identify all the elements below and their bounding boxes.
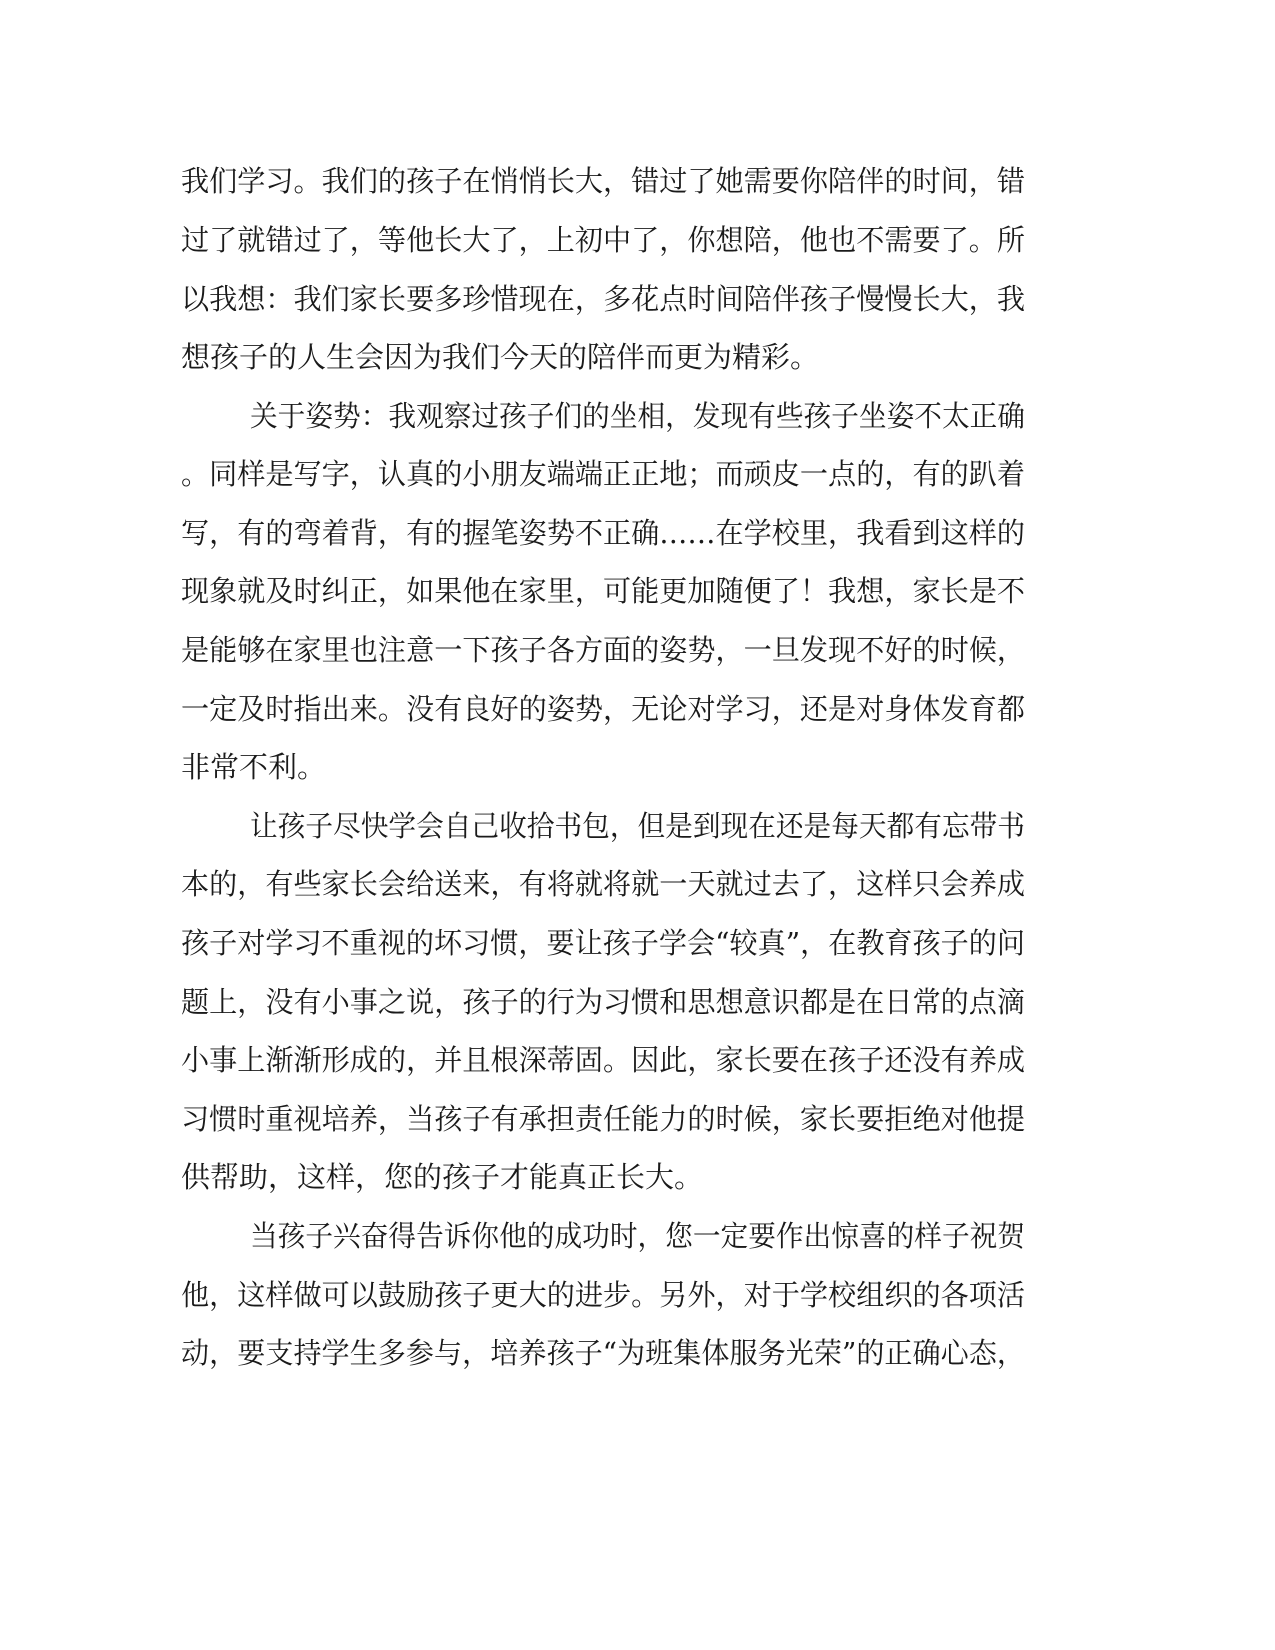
text-line-content: 过了就错过了，等他长大了，上初中了，你想陪，他也不需要了。所 bbox=[181, 223, 1025, 257]
text-line-content: 动，要支持学生多参与，培养孩子“为班集体服务光荣”的正确心态， bbox=[181, 1336, 1025, 1370]
text-line-content: 现象就及时纠正，如果他在家里，可能更加随便了！我想，家长是不 bbox=[181, 574, 1025, 608]
text-line-content: 想孩子的人生会因为我们今天的陪伴而更为精彩。 bbox=[181, 340, 820, 374]
text-line-content: 写，有的弯着背，有的握笔姿势不正确……在学校里，我看到这样的 bbox=[181, 516, 1025, 550]
text-line-content: 题上，没有小事之说，孩子的行为习惯和思想意识都是在日常的点滴 bbox=[181, 985, 1025, 1019]
text-line bbox=[0, 1265, 1275, 1325]
text-line-content: 。同样是写字，认真的小朋友端端正正地；而顽皮一点的，有的趴着 bbox=[181, 457, 1025, 491]
text-line bbox=[0, 210, 1275, 270]
paragraph-first-line bbox=[0, 1206, 1275, 1266]
paragraph-first-line bbox=[0, 386, 1275, 446]
text-line bbox=[0, 444, 1275, 504]
text-line-content: 习惯时重视培养，当孩子有承担责任能力的时候，家长要拒绝对他提 bbox=[181, 1102, 1025, 1136]
text-line-content: 供帮助，这样，您的孩子才能真正长大。 bbox=[181, 1160, 704, 1194]
text-line-content: 让孩子尽快学会自己收拾书包，但是到现在还是每天都有忘带书 bbox=[250, 809, 1025, 843]
text-line bbox=[0, 620, 1275, 680]
text-line bbox=[0, 737, 1275, 797]
text-line bbox=[0, 972, 1275, 1032]
text-line bbox=[0, 1089, 1275, 1149]
text-line-content: 以我想：我们家长要多珍惜现在，多花点时间陪伴孩子慢慢长大，我 bbox=[181, 282, 1025, 316]
text-line-content: 孩子对学习不重视的坏习惯，要让孩子学会“较真”，在教育孩子的问 bbox=[181, 926, 1025, 960]
text-line bbox=[0, 913, 1275, 973]
text-line bbox=[0, 503, 1275, 563]
paragraph-first-line bbox=[0, 796, 1275, 856]
text-line-content: 本的，有些家长会给送来，有将就将就一天就过去了，这样只会养成 bbox=[181, 867, 1025, 901]
text-line-content: 一定及时指出来。没有良好的姿势，无论对学习，还是对身体发育都 bbox=[181, 692, 1025, 726]
text-line-content: 小事上渐渐形成的，并且根深蒂固。因此，家长要在孩子还没有养成 bbox=[181, 1043, 1025, 1077]
text-line-content: 当孩子兴奋得告诉你他的成功时，您一定要作出惊喜的样子祝贺 bbox=[250, 1219, 1025, 1253]
text-line bbox=[0, 679, 1275, 739]
text-line-content: 他，这样做可以鼓励孩子更大的进步。另外，对于学校组织的各项活 bbox=[181, 1278, 1025, 1312]
text-line bbox=[0, 1030, 1275, 1090]
text-line bbox=[0, 561, 1275, 621]
text-line bbox=[0, 1147, 1275, 1207]
text-line-content: 非常不利。 bbox=[181, 750, 327, 784]
text-line-content: 我们学习。我们的孩子在悄悄长大，错过了她需要你陪伴的时间，错 bbox=[181, 164, 1025, 198]
text-line bbox=[0, 1323, 1275, 1383]
text-line-content: 关于姿势：我观察过孩子们的坐相，发现有些孩子坐姿不太正确 bbox=[250, 399, 1025, 433]
text-line bbox=[0, 151, 1275, 211]
text-line-content: 是能够在家里也注意一下孩子各方面的姿势，一旦发现不好的时候， bbox=[181, 633, 1025, 667]
text-line bbox=[0, 327, 1275, 387]
text-line bbox=[0, 269, 1275, 329]
text-line bbox=[0, 854, 1275, 914]
